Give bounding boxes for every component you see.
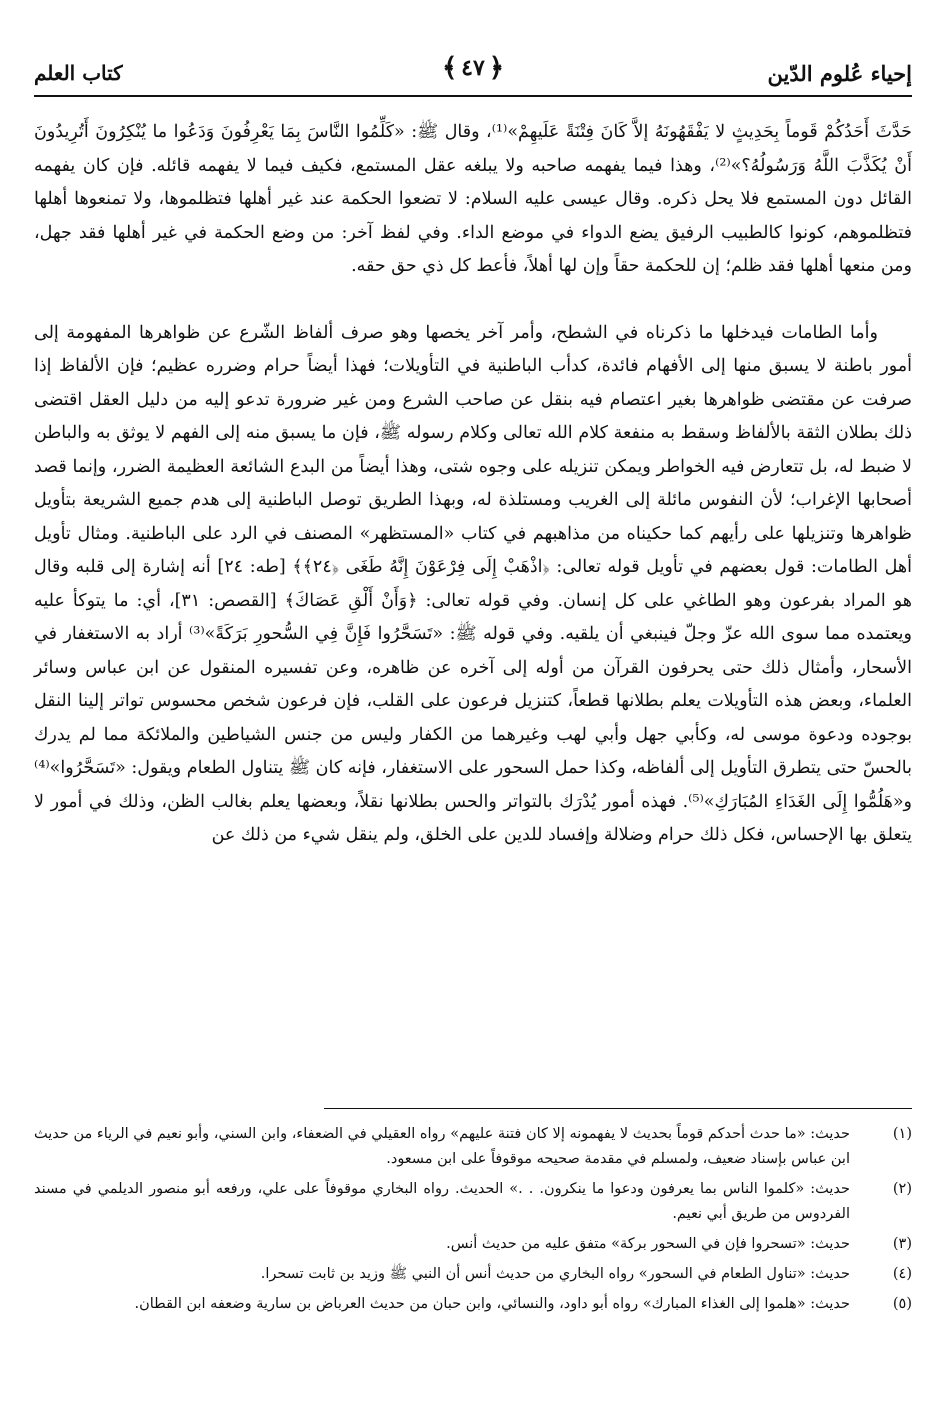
footnote-text: حديث: «هلموا إلى الغذاء المبارك» رواه أبو داود، والنسائي، وابن حبان من حديث العرباض بن سارية وضعفه ابن القطان. xyxy=(134,1296,850,1312)
footnote xyxy=(34,1122,912,1172)
running-header xyxy=(34,55,912,97)
footnote xyxy=(34,1232,912,1257)
footnote xyxy=(34,1292,912,1317)
footnote-text: حديث: «كلموا الناس بما يعرفون ودعوا ما ينكرون. . .» الحديث. رواه البخاري موقوفاً على علي، ورفعه أبو منصور الديلمي في مسند الفردوس من طريق أبي نعيم. xyxy=(34,1181,850,1222)
footnote-number: (١) xyxy=(892,1126,912,1142)
footnote-number: (٤) xyxy=(892,1266,912,1282)
page-number: ٤٧ xyxy=(461,55,485,81)
main-text xyxy=(34,116,912,853)
paragraph: حَدَّثَ أَحَدُكُمْ قَوماً بِحَدِيثٍ لا يَفْقَهُونَهُ إلاَّ كَانَ فِتْنَةً عَلَيهِمْ»⁽¹⁾، وقال ﷺ: «كَلِّمُوا النَّاسَ بِمَا يَعْرِفُونَ وَدَعُوا ما يُنْكِرُونَ أَتُرِيدُونَ أَنْ يُكَذَّبَ اللَّهُ وَرَسُولُهُ؟»⁽²⁾، وهذا فيما يفهمه صاحبه ولا يبلغه عقل المستمع، فكيف فيما لا يفهمه قائله. فإن كان يفهمه القائل دون المستمع فلا يحل ذكره. وقال عيسى عليه السلام: لا تضعوا الحكمة عند غير أهلها فتظلموها، ولا تمنعوها أهلها فتظلموهم، كونوا كالطبيب الرفيق يضع الدواء في موضع الداء. وفي لفظ آخر: من وضع الحكمة في غير أهلها فقد جهل، ومن منعها أهلها فقد ظلم؛ إن للحكمة حقاً وإن لها أهلاً، فأعط كل ذي حق حقه. xyxy=(34,122,912,276)
paragraph: وأما الطامات فيدخلها ما ذكرناه في الشطح، وأمر آخر يخصها وهو صرف ألفاظ الشّرع عن ظواهرها المفهومة إلى أمور باطنة لا يسبق منها إلى الأفهام فائدة، كدأب الباطنية في التأويلات؛ فهذا أيضاً حرام وضرره عظيم؛ فإن الألفاظ إذا صرفت عن مقتضى ظواهرها بغير اعتصام فيه بنقل عن صاحب الشرع ومن غير ضرورة تدعو إليه من دليل العقل اقتضى ذلك بطلان الثقة بالألفاظ وسقط به منفعة كلام الله تعالى وكلام رسوله ﷺ، فإن ما يسبق منه إلى الفهم لا يوثق به والباطن لا ضبط له، بل تتعارض فيه الخواطر ويمكن تنزيله على وجوه شتى، وهذا أيضاً من البدع الشائعة العظيمة الضرر، وإنما قصد أصحابها الإغراب؛ لأن النفوس مائلة إلى الغريب ومستلذة له، وبهذا الطريق توصل الباطنية إلى هدم جميع الشريعة بتأويل ظواهرها وتنزيلها على رأيهم كما حكيناه من مذاهبهم في كتاب «المستظهر» المصنف في الرد على الباطنية. ومثال تأويل أهل الطامات: قول بعضهم في تأويل قوله تعالى: ﴿اذْهَبْ إِلَى فِرْعَوْنَ إِنَّهُ طَغَى ﴿٢٤﴾﴾ [طه: ٢٤] أنه إشارة إلى قلبه وقال هو المراد بفرعون وهو الطاغي على كل إنسان. وفي قوله تعالى: ﴿وَأَنْ أَلْقِ عَصَاكَ﴾ [القصص: ٣١]، أي: ما يتوكأ عليه ويعتمده مما سوى الله عزّ وجلّ فينبغي أن يلقيه. وفي قوله ﷺ: «تَسَحَّرُوا فَإِنَّ فِي السُّحورِ بَرَكَةً»⁽³⁾ أراد به الاستغفار في الأسحار، وأمثال ذلك حتى يحرفون القرآن من أوله إلى آخره عن ظاهره، وعن تفسيره المنقول عن ابن عباس وسائر العلماء، وبعض هذه التأويلات يعلم بطلانها قطعاً، كتنزيل فرعون على القلب، فإن فرعون شخص محسوس تواتر إلينا النقل بوجوده ودعوة موسى له، وكأبي جهل وأبي لهب وغيرهما من الكفار وليس من جنس الشياطين والملائكة مما لم يدرك بالحسّ حتى يتطرق التأويل إلى ألفاظه، وكذا حمل السحور على الاستغفار، فإنه كان ﷺ يتناول الطعام ويقول: «تَسَحَّرُوا»⁽⁴⁾ و«هَلُمُّوا إِلَى الغَدَاءِ المُبَارَكِ»⁽⁵⁾. فهذه أمور يُدْرَك بالتواتر والحس بطلانها نقلاً، وبعضها يعلم بغالب الظن، وذلك في أمور لا يتعلق بها الإحساس، فكل ذلك حرام وضلالة وإفساد للدين على الخلق، ولم ينقل شيء من ذلك عن xyxy=(34,322,912,845)
ornament-right: ﴾ xyxy=(441,53,458,83)
footnote-divider xyxy=(324,1108,912,1109)
page-number-block xyxy=(442,55,504,81)
footnote-number: (٥) xyxy=(892,1296,912,1312)
footnote-text: حديث: «تسحروا فإن في السحور بركة» متفق عليه من حديث أنس. xyxy=(446,1236,850,1252)
book-title: إحياء عُلوم الدّين xyxy=(767,61,912,86)
footnote-text: حديث: «تناول الطعام في السحور» رواه البخاري من حديث أنس أن النبي ﷺ وزيد بن ثابت تسحرا. xyxy=(260,1266,850,1282)
footnotes xyxy=(34,1122,912,1322)
footnote-text: حديث: «ما حدث أحدكم قوماً بحديث لا يفهمونه إلا كان فتنة عليهم» رواه العقيلي في الضعفاء، وابن السني، وأبو نعيم في الرياء من حديث ابن عباس بإسناد ضعيف، ولمسلم في مقدمة صحيحه موقوفاً على ابن مسعود. xyxy=(34,1126,850,1167)
footnote xyxy=(34,1177,912,1227)
footnote-number: (٢) xyxy=(892,1181,912,1197)
chapter-title: كتاب العلم xyxy=(34,61,123,85)
footnote xyxy=(34,1262,912,1287)
footnote-number: (٣) xyxy=(892,1236,912,1252)
paragraph-gap xyxy=(34,284,912,317)
ornament-left: ﴿ xyxy=(488,53,505,83)
